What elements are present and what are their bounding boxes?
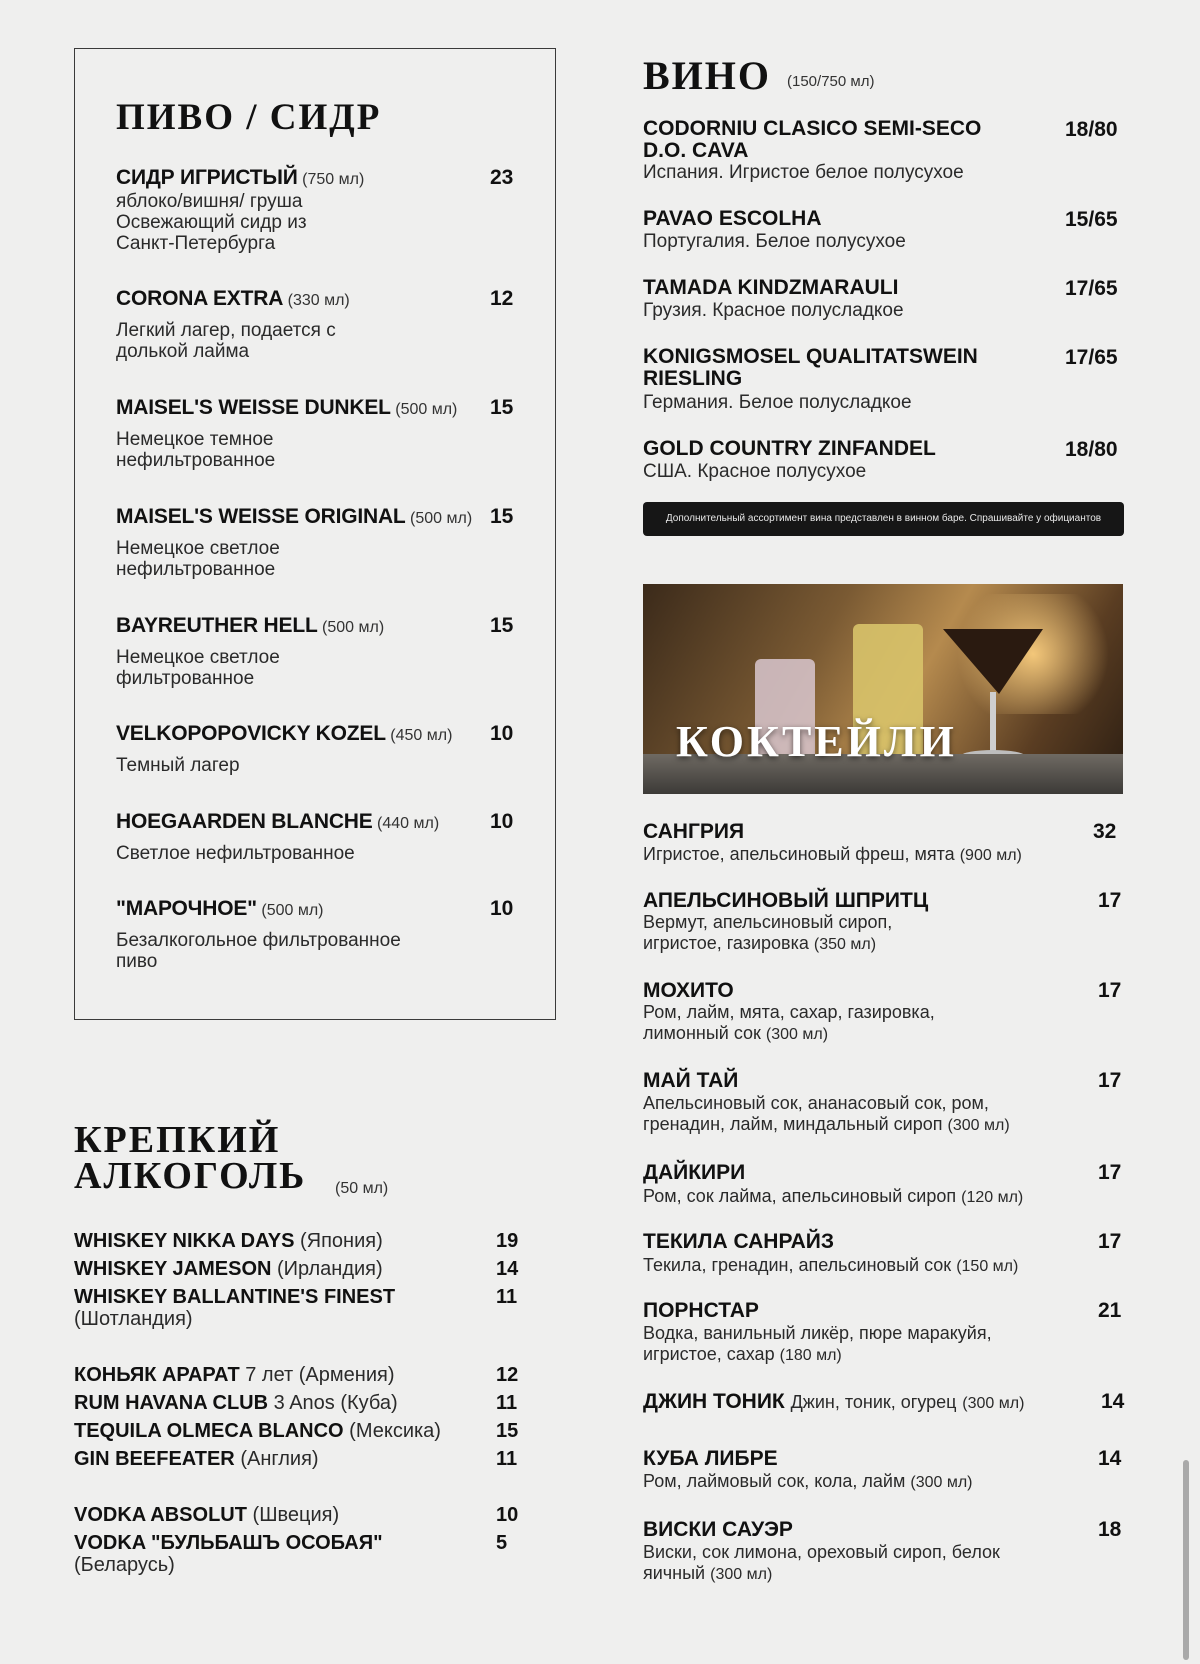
beer-item-price: 15 [490,505,514,528]
cocktail-item-desc: Ром, сок лайма, апельсиновый сироп (120 мл) [643,1186,1024,1206]
beer-item-desc: Безалкогольное фильтрованное пиво [116,930,401,972]
beer-item-volume: (750 мл) [302,171,365,188]
wine-item-price: 17/65 [1065,346,1118,369]
wine-item-price: 15/65 [1065,208,1118,231]
beer-item [116,505,472,529]
cocktail-item-desc: Апельсиновый сок, ананасовый сок, ром, гренадин, лайм, миндальный сироп (300 мл) [643,1093,1010,1134]
beer-item [116,396,457,420]
beer-item-name: CORONA EXTRA [116,287,284,310]
cocktail-item-desc: Водка, ванильный ликёр, пюре маракуйя, игристое, сахар (180 мл) [643,1323,992,1364]
cocktail-item-price: 21 [1098,1299,1122,1322]
wine-volume: (150/750 мл) [787,73,875,90]
beer-item-name: MAISEL'S WEISSE ORIGINAL [116,505,406,528]
beer-item-volume: (450 мл) [390,727,453,744]
cocktail-item-price: 14 [1101,1390,1125,1413]
wine-item-name: PAVAO ESCOLHA [643,207,822,230]
cocktail-item-name: МОХИТО [643,979,734,1002]
beer-item-desc: Немецкое темное нефильтрованное [116,429,276,471]
cocktail-item-price: 32 [1093,820,1117,843]
beer-item [116,287,350,311]
cocktail-item-price: 17 [1098,1230,1122,1253]
wine-item-name: KONIGSMOSEL QUALITATSWEIN RIESLING [643,345,978,390]
cocktail-item-name: МАЙ ТАЙ [643,1069,739,1092]
beer-item-price: 15 [490,396,514,419]
wine-item-desc: Португалия. Белое полусухое [643,231,906,252]
wine-item-desc: Грузия. Красное полусладкое [643,300,904,321]
spirit-item-price: 10 [496,1504,519,1526]
spirits-section-title: КРЕПКИЙ АЛКОГОЛЬ [74,1119,307,1197]
wine-item-price: 18/80 [1065,118,1118,141]
spirit-item-price: 11 [496,1448,518,1470]
cocktail-item-name: САНГРИЯ [643,820,745,843]
beer-item-name: HOEGAARDEN BLANCHE [116,810,373,833]
wine-item-price: 17/65 [1065,277,1118,300]
spirit-item: GIN BEEFEATER (Англия) [74,1448,319,1470]
beer-item [116,722,452,746]
cocktail-item-price: 17 [1098,979,1122,1002]
beer-item-desc: Легкий лагер, подается с долькой лайма [116,320,336,362]
spirit-item: RUM HAVANA CLUB 3 Anos (Куба) [74,1392,398,1414]
cocktail-item-price: 14 [1098,1447,1122,1470]
cocktail-item-name: ТЕКИЛА САНРАЙЗ [643,1230,835,1253]
cocktail-item-desc: Виски, сок лимона, ореховый сироп, белок яичный (300 мл) [643,1542,1000,1583]
beer-item [116,897,324,921]
beer-item-price: 15 [490,614,514,637]
cocktail-item-name: ПОРНСТАР [643,1299,759,1322]
spirit-item: WHISKEY NIKKA DAYS (Япония) [74,1230,383,1252]
beer-item-name: "МАРОЧНОЕ" [116,897,257,920]
beer-item [116,810,439,834]
beer-item-name: VELKOPOPOVICKY KOZEL [116,722,386,745]
beer-item-desc: Немецкое светлое фильтрованное [116,647,280,689]
beer-item-desc: Светлое нефильтрованное [116,843,355,864]
spirit-item-price: 19 [496,1230,519,1252]
cocktail-item-name: КУБА ЛИБРЕ [643,1447,778,1470]
wine-section-title: ВИНО [643,53,772,98]
wine-item-desc: Германия. Белое полусладкое [643,392,912,413]
spirit-item-price: 11 [496,1286,518,1308]
beer-item-price: 10 [490,722,514,745]
spirit-item: WHISKEY BALLANTINE'S FINEST (Шотландия) [74,1286,396,1330]
cocktail-item-desc: Вермут, апельсиновый сироп, игристое, газировка (350 мл) [643,912,893,953]
beer-item-price: 10 [490,810,514,833]
cocktail-item-price: 17 [1098,1069,1122,1092]
cocktail-item-desc: Игристое, апельсиновый фреш, мята (900 мл) [643,844,1022,864]
spirit-item-price: 14 [496,1258,519,1280]
spirit-item: VODKA "БУЛЬБАШЪ ОСОБАЯ" (Беларусь) [74,1532,383,1576]
beer-item-desc: Немецкое светлое нефильтрованное [116,538,280,580]
beer-item-name: СИДР ИГРИСТЫЙ [116,166,298,189]
cocktail-item-price: 18 [1098,1518,1122,1541]
beer-item-volume: (500 мл) [395,401,458,418]
cocktail-item-name: ДЖИН ТОНИК Джин, тоник, огурец (300 мл) [643,1390,1025,1413]
beer-item-volume: (330 мл) [287,292,350,309]
wine-note-banner: Дополнительный ассортимент вина представлен в винном баре. Спрашивайте у официантов [643,502,1124,536]
wine-item-desc: Испания. Игристое белое полусухое [643,162,964,183]
spirit-item-price: 11 [496,1392,518,1414]
cocktail-item-desc: Ром, лаймовый сок, кола, лайм (300 мл) [643,1471,973,1491]
spirits-volume: (50 мл) [335,1180,389,1197]
beer-item-volume: (500 мл) [261,902,324,919]
cocktail-item-name: ВИСКИ САУЭР [643,1518,793,1541]
beer-item [116,614,384,638]
wine-item-desc: США. Красное полусухое [643,461,867,482]
spirit-item-price: 5 [496,1532,508,1554]
cocktail-item-name: АПЕЛЬСИНОВЫЙ ШПРИТЦ [643,889,929,912]
spirit-item: WHISKEY JAMESON (Ирландия) [74,1258,383,1280]
beer-item-volume: (500 мл) [410,510,473,527]
wine-item-price: 18/80 [1065,438,1118,461]
beer-item-desc: яблоко/вишня/ груша Освежающий сидр из Санкт-Петербурга [116,191,307,254]
spirit-item: VODKA ABSOLUT (Швеция) [74,1504,340,1526]
beer-item-desc: Темный лагер [116,755,240,776]
wine-item-name: TAMADA KINDZMARAULI [643,276,899,299]
cocktail-item-desc: Ром, лайм, мята, сахар, газировка, лимонный сок (300 мл) [643,1002,935,1043]
beer-item-volume: (440 мл) [377,815,440,832]
wine-item-name: GOLD COUNTRY ZINFANDEL [643,437,936,460]
beer-item [116,166,364,190]
beer-item-name: MAISEL'S WEISSE DUNKEL [116,396,391,419]
cocktails-section-title: КОКТЕЙЛИ [676,717,957,766]
cocktail-item-price: 17 [1098,1161,1122,1184]
beer-item-price: 23 [490,166,514,189]
spirit-item-price: 12 [496,1364,519,1386]
vertical-scrollbar[interactable] [1183,1460,1189,1660]
beer-section-title: ПИВО / СИДР [116,97,382,138]
beer-item-volume: (500 мл) [322,619,385,636]
cocktail-item-price: 17 [1098,889,1122,912]
wine-item-name: CODORNIU CLASICO SEMI-SECO D.O. CAVA [643,117,982,162]
spirit-item: TEQUILA OLMECA BLANCO (Мексика) [74,1420,441,1442]
spirit-item: КОНЬЯК АРАРАТ 7 лет (Армения) [74,1364,395,1386]
beer-item-price: 12 [490,287,514,310]
beer-item-name: BAYREUTHER HELL [116,614,318,637]
cocktail-item-desc: Текила, гренадин, апельсиновый сок (150 мл) [643,1255,1019,1275]
beer-item-price: 10 [490,897,514,920]
spirit-item-price: 15 [496,1420,519,1442]
cocktail-item-name: ДАЙКИРИ [643,1161,746,1184]
